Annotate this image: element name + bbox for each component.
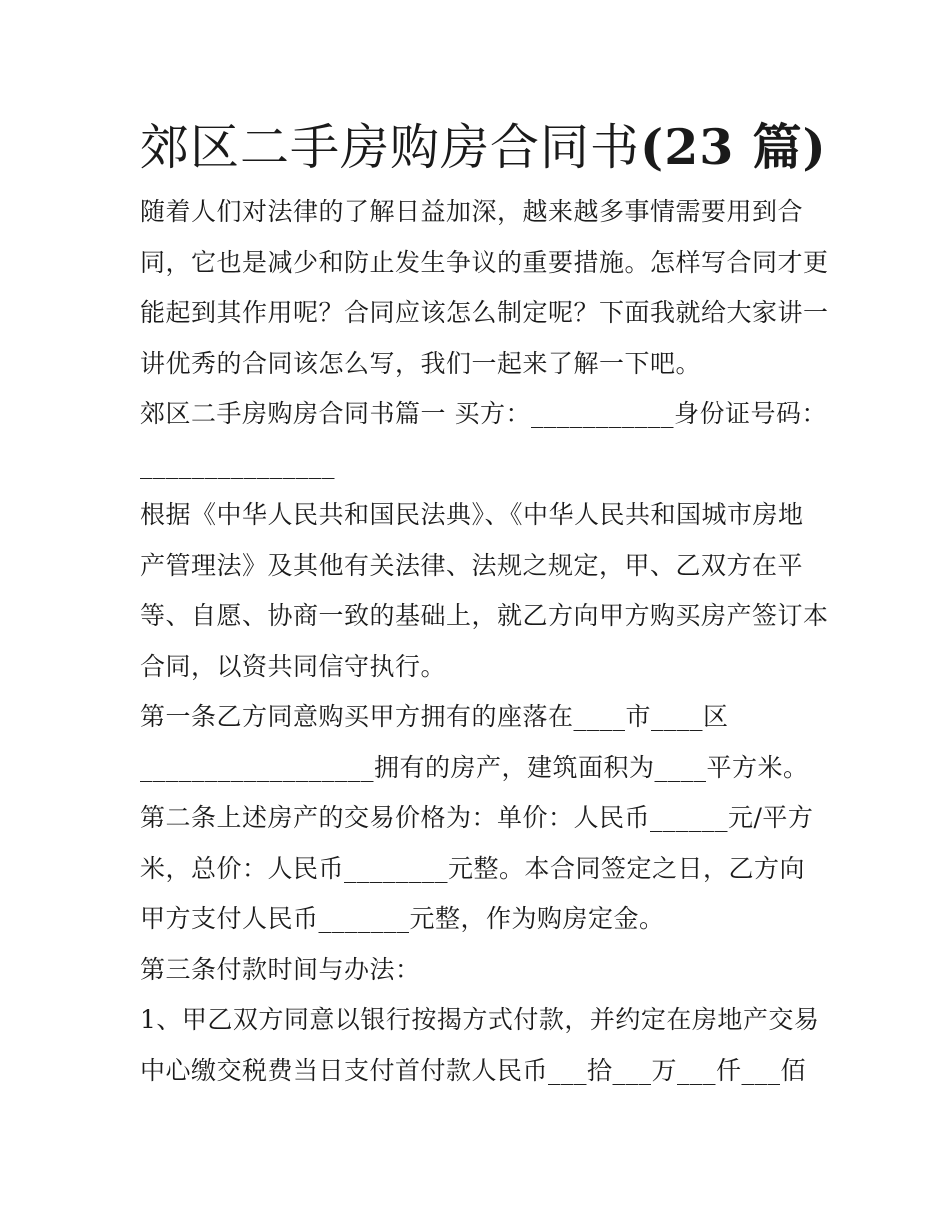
document-page: [140, 112, 829, 1096]
intro-line-1: 随着人们对法律的了解日益加深，越来越多事情需要用到合: [140, 197, 804, 226]
title-text: 郊区二手房购房合同书: [140, 119, 641, 176]
preamble-line-1: 根据《中华人民共和国民法典》、《中华人民共和国城市房地: [140, 500, 804, 529]
title-count: (23 篇): [640, 118, 827, 176]
article-2-line-2: 米，总价：人民币________元整。本合同签定之日，乙方向: [140, 853, 806, 883]
preamble-line-4: 合同，以资共同信守执行。: [140, 651, 447, 681]
id-number-blank-line: _______________: [140, 449, 335, 479]
article-2-line-1: 第二条上述房产的交易价格为：单价：人民币______元/平方: [140, 803, 814, 832]
article-3-line-2: 中心缴交税费当日支付首付款人民币___拾___万___仟___佰: [140, 1055, 807, 1085]
buyer-line: 郊区二手房购房合同书篇一 买方：___________身份证号码：: [140, 399, 827, 428]
article-2-line-3: 甲方支付人民币_______元整，作为购房定金。: [140, 904, 665, 933]
article-1-line-1: 第一条乙方同意购买甲方拥有的座落在____市____区: [140, 702, 729, 731]
document-title: [140, 112, 827, 183]
intro-line-3: 能起到其作用呢？合同应该怎么制定呢？下面我就给大家讲一: [140, 298, 829, 327]
article-3-line-1: 1、甲乙双方同意以银行按揭方式付款，并约定在房地产交易: [140, 1005, 820, 1034]
intro-line-2: 同，它也是减少和防止发生争议的重要措施。怎样写合同才更: [140, 247, 829, 277]
article-3-heading: 第三条付款时间与办法：: [140, 954, 421, 984]
intro-line-4: 讲优秀的合同该怎么写，我们一起来了解一下吧。: [140, 348, 702, 378]
preamble-line-2: 产管理法》及其他有关法律、法规之规定，甲、乙双方在平: [140, 550, 804, 580]
preamble-line-3: 等、自愿、协商一致的基础上，就乙方向甲方购买房产签订本: [140, 601, 829, 630]
article-1-line-2: __________________拥有的房产，建筑面积为____平方米。: [140, 752, 809, 782]
